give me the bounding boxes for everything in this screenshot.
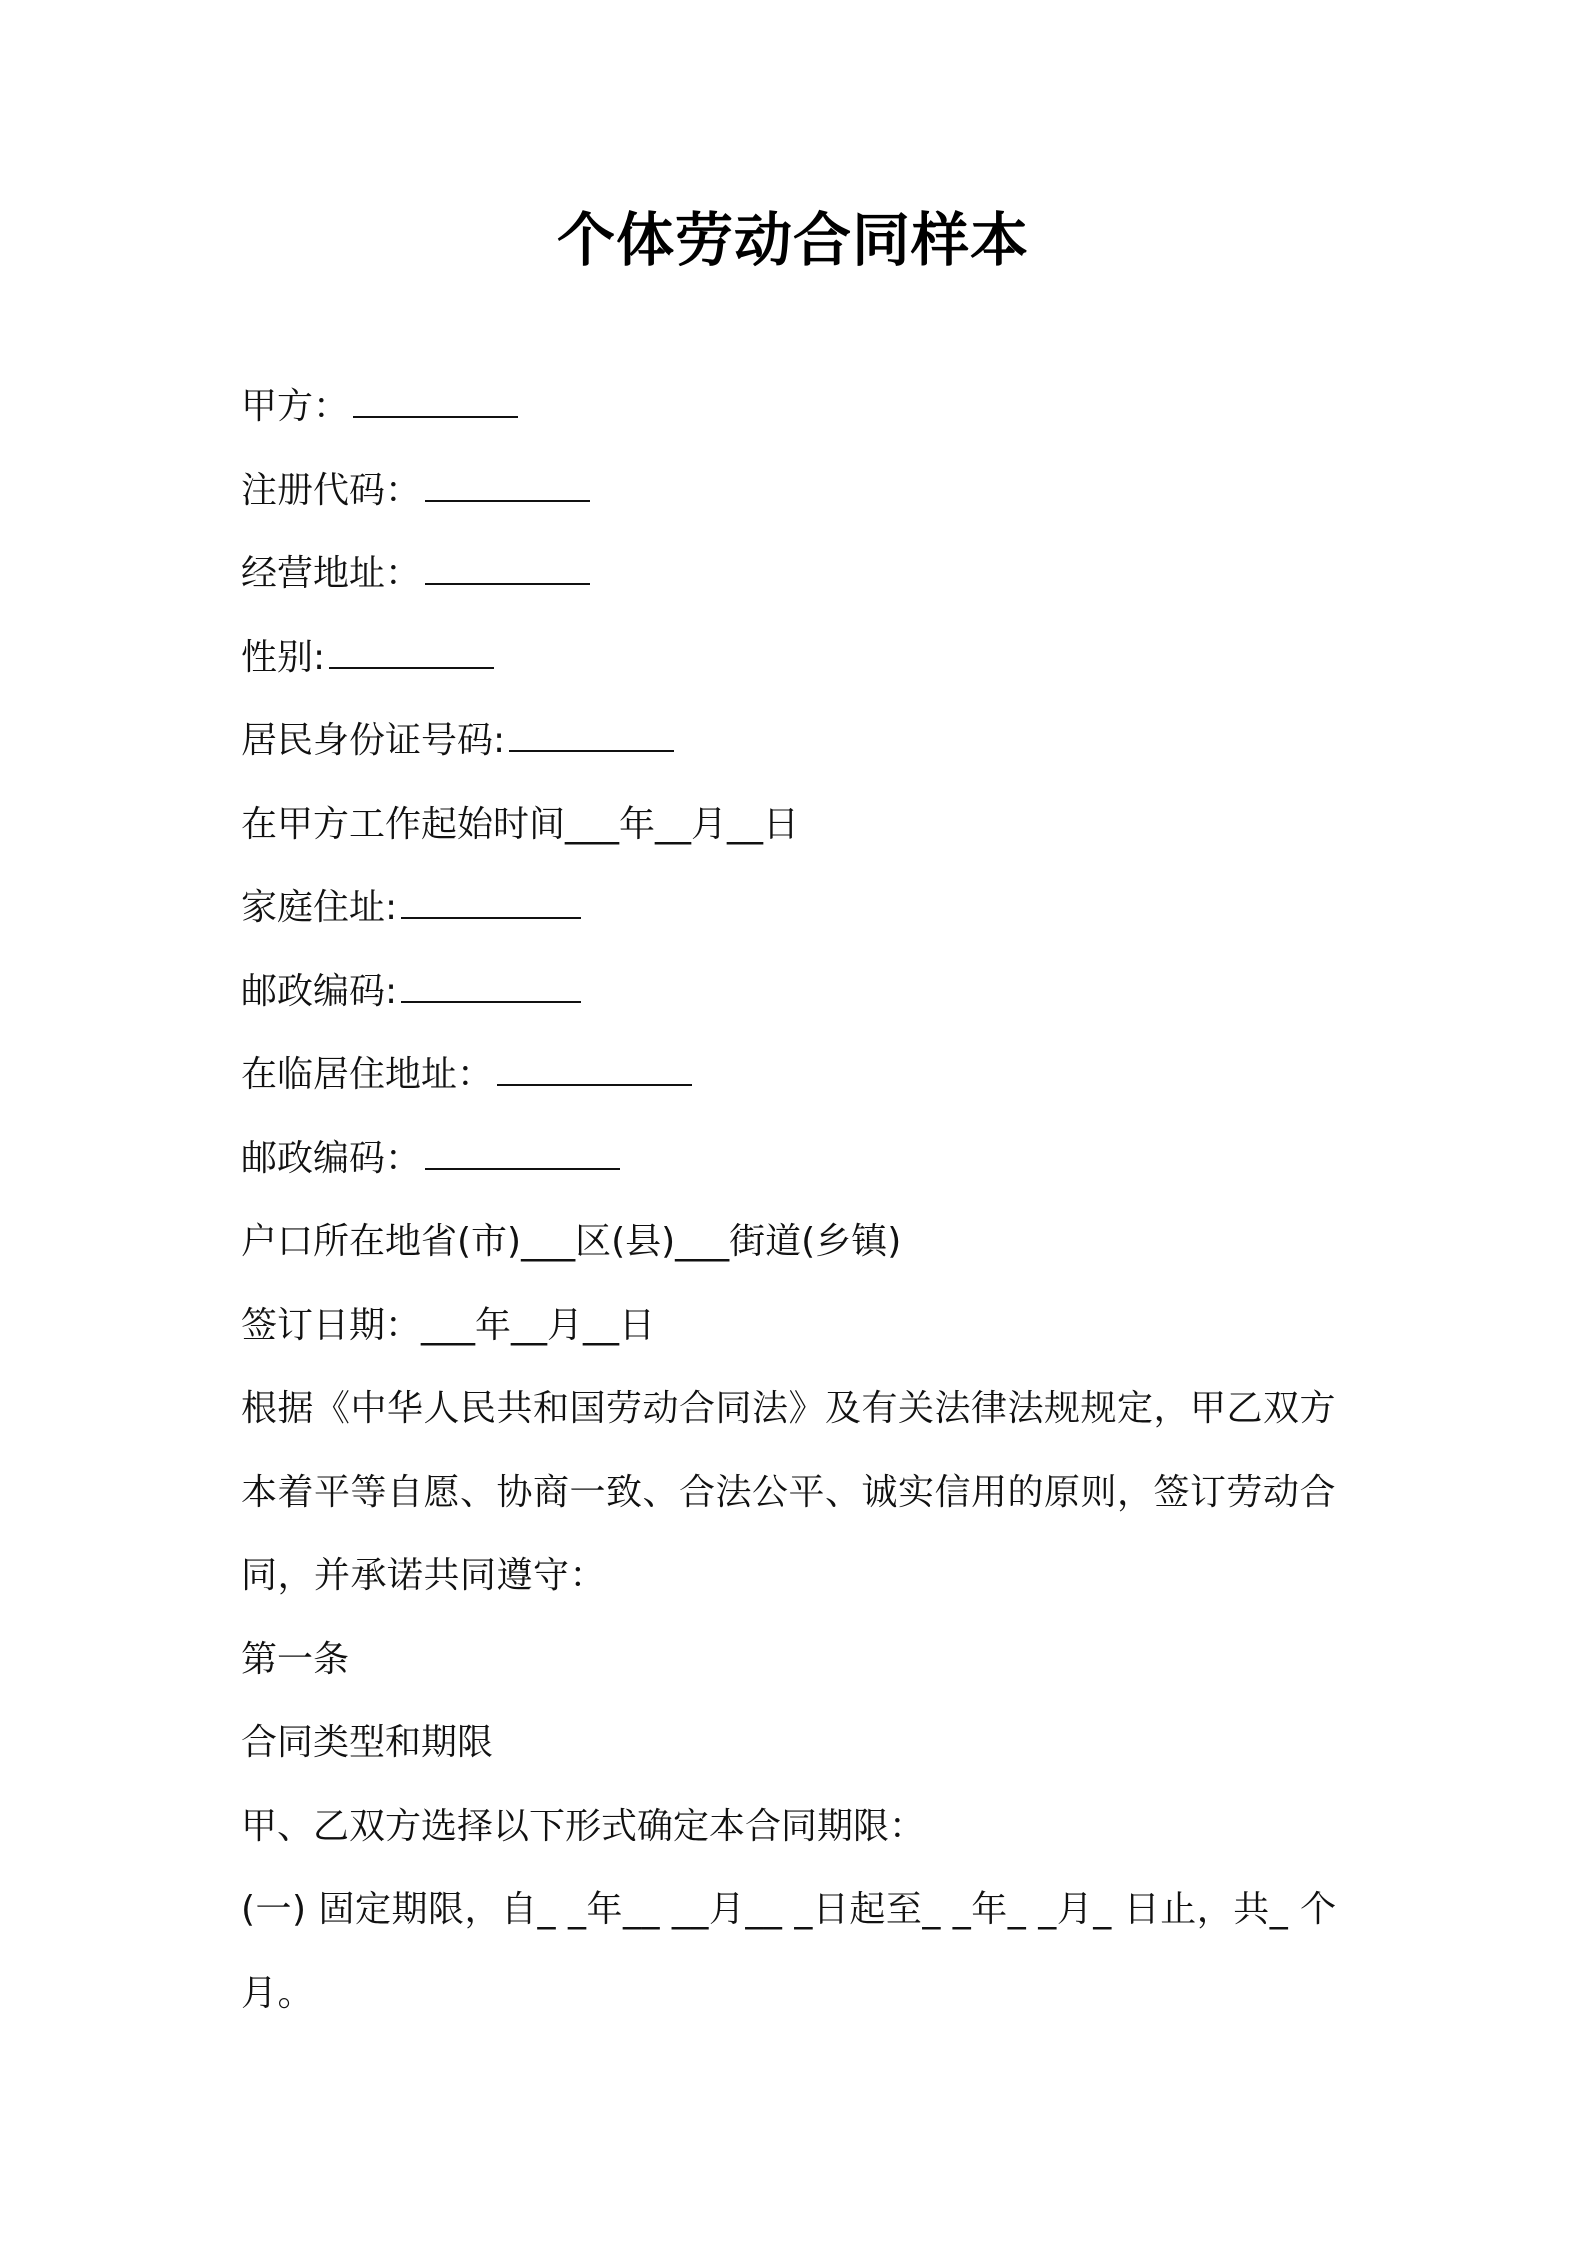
blank-line <box>497 1046 692 1086</box>
field-home-address <box>241 866 1366 950</box>
article-title: 合同类型和期限 <box>241 1722 494 1763</box>
blank-line <box>425 545 590 585</box>
field-label: 家庭住址: <box>241 887 398 928</box>
field-label: 邮政编码: <box>241 970 398 1012</box>
field-label: 在临居住地址： <box>241 1054 494 1095</box>
article-intro: 甲、乙双方选择以下形式确定本合同期限： <box>241 1805 926 1847</box>
field-postcode-2 <box>241 1117 1366 1201</box>
blank-line <box>425 462 590 502</box>
field-label: 甲方： <box>241 386 350 427</box>
field-label: 性别: <box>241 636 326 678</box>
blank-line <box>329 629 494 669</box>
blank-line <box>425 1130 620 1170</box>
preamble-paragraph: 根据《中华人民共和国劳动合同法》及有关法律法规规定，甲乙双方本着平等自愿、协商一致、合法公平、诚实信用的原则，签订劳动合同，并承诺共同遵守： <box>241 1388 1337 1596</box>
blank-line <box>401 879 581 919</box>
field-party-a <box>241 365 1366 449</box>
blank-line <box>401 963 581 1003</box>
field-gender <box>241 616 1366 700</box>
field-postcode-1 <box>241 950 1366 1034</box>
field-label: 注册代码： <box>241 469 422 511</box>
field-reg-code <box>241 449 1366 533</box>
field-temp-address <box>241 1033 1366 1117</box>
field-label: 邮政编码： <box>241 1137 422 1179</box>
field-hukou: 户口所在地省(市)___区(县)___街道(乡镇) <box>241 1221 902 1262</box>
document-title: 个体劳动合同样本 <box>556 206 1029 274</box>
field-start-time: 在甲方工作起始时间___年__月__日 <box>241 803 800 845</box>
field-sign-date: 签订日期：___年__月__日 <box>241 1304 656 1346</box>
field-id-number <box>241 699 1366 783</box>
field-label: 经营地址： <box>241 553 422 594</box>
article-number: 第一条 <box>241 1638 350 1680</box>
blank-line <box>353 378 518 418</box>
blank-line <box>509 712 674 752</box>
document-body <box>241 365 1366 2035</box>
field-label: 居民身份证号码: <box>241 720 506 761</box>
field-biz-address <box>241 532 1366 616</box>
clause-fixed-term: (一) 固定期限，自_ _年__ __月__ _日起至_ _年_ _月_ 日止，共_ 个月。 <box>241 1889 1337 2014</box>
